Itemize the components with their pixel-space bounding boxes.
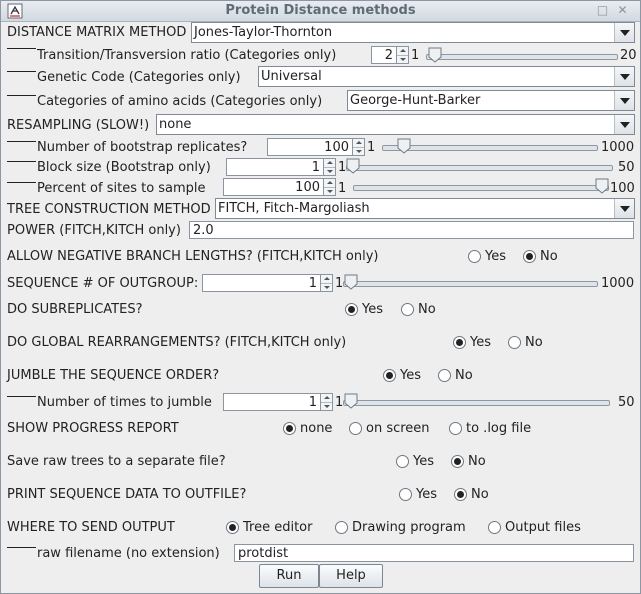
output-label: WHERE TO SEND OUTPUT	[7, 520, 175, 535]
raw-filename-value: protdist	[238, 546, 289, 561]
resampling-select[interactable]	[156, 114, 635, 135]
indent-rule	[7, 71, 36, 72]
genetic-code-label: Genetic Code (Categories only)	[37, 70, 241, 85]
subreplicates-no-label: No	[418, 302, 436, 317]
progress-label: SHOW PROGRESS REPORT	[7, 421, 179, 436]
jumble-label: JUMBLE THE SEQUENCE ORDER?	[7, 368, 220, 383]
ttratio-label: Transition/Transversion ratio (Categories only)	[37, 48, 337, 63]
bootstrap-reps-slider-thumb[interactable]	[397, 138, 411, 154]
distance-method-label: DISTANCE MATRIX METHOD	[7, 25, 187, 40]
ttratio-value: 2	[384, 48, 393, 63]
global-rearr-no-radio[interactable]	[508, 336, 521, 349]
chevron-down-icon[interactable]	[614, 199, 634, 218]
stepper-up-icon[interactable]	[321, 275, 332, 284]
subreplicates-yes-label: Yes	[362, 302, 383, 317]
negative-lengths-label: ALLOW NEGATIVE BRANCH LENGTHS? (FITCH,KITCH only)	[7, 249, 379, 264]
jumble-no-label: No	[455, 368, 473, 383]
percent-sites-stepper[interactable]	[324, 178, 336, 196]
bootstrap-reps-max: 1000	[601, 140, 635, 155]
ttratio-stepper[interactable]	[397, 46, 409, 64]
outgroup-label: SEQUENCE # OF OUTGROUP:	[7, 276, 199, 291]
run-button[interactable]: Run	[259, 564, 319, 588]
jumble-times-value: 1	[308, 395, 317, 410]
stepper-up-icon[interactable]	[353, 139, 364, 148]
print-data-no-radio[interactable]	[454, 488, 467, 501]
jumble-times-input[interactable]	[223, 393, 321, 411]
chevron-down-icon[interactable]	[614, 23, 634, 42]
output-files-radio[interactable]	[488, 521, 501, 534]
window-title: Protein Distance methods	[225, 3, 416, 18]
jumble-times-max: 50	[618, 395, 635, 410]
block-size-stepper[interactable]	[324, 158, 336, 176]
stepper-down-icon[interactable]	[321, 403, 332, 411]
outgroup-slider-thumb[interactable]	[344, 274, 358, 290]
ttratio-min: 1	[411, 48, 420, 63]
percent-sites-value: 100	[295, 180, 320, 195]
block-size-label: Block size (Bootstrap only)	[37, 160, 211, 175]
global-rearr-yes-label: Yes	[470, 335, 491, 350]
stepper-down-icon[interactable]	[353, 148, 364, 156]
indent-rule	[7, 48, 36, 49]
stepper-up-icon[interactable]	[324, 159, 335, 168]
subreplicates-label: DO SUBREPLICATES?	[7, 302, 143, 317]
ttratio-slider[interactable]	[426, 54, 618, 60]
print-data-label: PRINT SEQUENCE DATA TO OUTFILE?	[7, 487, 247, 502]
power-label: POWER (FITCH,KITCH only)	[7, 223, 181, 238]
negative-lengths-no-radio[interactable]	[523, 250, 536, 263]
power-input[interactable]	[189, 221, 634, 239]
raw-filename-input[interactable]	[234, 544, 634, 562]
block-size-input[interactable]	[226, 158, 324, 176]
outgroup-max: 1000	[601, 276, 635, 291]
progress-screen-label: on screen	[366, 421, 430, 436]
global-rearr-label: DO GLOBAL REARRANGEMENTS? (FITCH,KITCH only)	[7, 335, 347, 350]
output-tree-editor-radio[interactable]	[226, 521, 239, 534]
stepper-up-icon[interactable]	[397, 47, 408, 56]
negative-lengths-yes-radio[interactable]	[468, 250, 481, 263]
distance-method-select[interactable]	[191, 22, 635, 43]
bootstrap-reps-min: 1	[367, 140, 376, 155]
bootstrap-reps-input[interactable]	[267, 138, 353, 156]
global-rearr-yes-radio[interactable]	[453, 336, 466, 349]
negative-lengths-yes-label: Yes	[485, 249, 506, 264]
progress-log-radio[interactable]	[449, 422, 462, 435]
chevron-down-icon[interactable]	[614, 67, 634, 86]
progress-screen-radio[interactable]	[349, 422, 362, 435]
indent-rule	[7, 547, 36, 548]
stepper-up-icon[interactable]	[321, 394, 332, 403]
indent-rule	[7, 95, 36, 96]
resampling-value: none	[159, 117, 192, 132]
jumble-yes-label: Yes	[400, 368, 421, 383]
tree-method-value: FITCH, Fitch-Margoliash	[218, 201, 370, 216]
raw-trees-yes-label: Yes	[413, 454, 434, 469]
raw-filename-label: raw filename (no extension)	[37, 546, 220, 561]
outgroup-slider[interactable]	[343, 281, 598, 287]
percent-sites-max: 100	[610, 181, 635, 196]
close-icon[interactable]: ✕	[617, 3, 628, 17]
percent-sites-slider[interactable]	[353, 185, 609, 191]
outgroup-input[interactable]	[202, 274, 321, 292]
stepper-up-icon[interactable]	[324, 179, 335, 188]
genetic-code-select[interactable]	[258, 66, 635, 87]
block-size-min: 1	[338, 160, 347, 175]
output-drawing-radio[interactable]	[335, 521, 348, 534]
stepper-down-icon[interactable]	[321, 284, 332, 292]
print-data-no-label: No	[471, 487, 489, 502]
stepper-down-icon[interactable]	[324, 188, 335, 196]
tree-method-select[interactable]	[215, 198, 635, 219]
subreplicates-yes-radio[interactable]	[345, 303, 358, 316]
chevron-down-icon[interactable]	[614, 91, 634, 110]
percent-sites-min: 1	[338, 181, 347, 196]
global-rearr-no-label: No	[525, 335, 543, 350]
block-size-max: 50	[618, 160, 635, 175]
output-files-label: Output files	[505, 520, 581, 535]
bootstrap-reps-stepper[interactable]	[353, 138, 365, 156]
outgroup-stepper[interactable]	[321, 274, 333, 292]
progress-log-label: to .log file	[466, 421, 532, 436]
aa-categories-value: George-Hunt-Barker	[350, 93, 481, 108]
indent-rule	[7, 396, 36, 397]
jumble-no-radio[interactable]	[438, 369, 451, 382]
outgroup-value: 1	[308, 276, 317, 291]
block-size-slider-thumb[interactable]	[346, 158, 360, 174]
bootstrap-reps-slider[interactable]	[382, 145, 598, 151]
power-value: 2.0	[193, 223, 214, 238]
negative-lengths-no-label: No	[540, 249, 558, 264]
maximize-icon[interactable]: □	[596, 3, 609, 17]
jumble-times-stepper[interactable]	[321, 393, 333, 411]
help-button[interactable]: Help	[319, 564, 383, 588]
output-tree-editor-label: Tree editor	[243, 520, 313, 535]
block-size-slider[interactable]	[346, 165, 613, 171]
output-drawing-label: Drawing program	[352, 520, 466, 535]
stepper-down-icon[interactable]	[397, 56, 408, 64]
jumble-times-label: Number of times to jumble	[37, 395, 212, 410]
genetic-code-value: Universal	[261, 69, 322, 84]
ttratio-input[interactable]	[371, 46, 397, 64]
bootstrap-reps-label: Number of bootstrap replicates?	[37, 140, 248, 155]
progress-none-radio[interactable]	[283, 422, 296, 435]
raw-trees-no-label: No	[468, 454, 486, 469]
percent-sites-label: Percent of sites to sample	[37, 181, 206, 196]
percent-sites-slider-thumb[interactable]	[595, 178, 609, 194]
raw-trees-yes-radio[interactable]	[396, 455, 409, 468]
resampling-label: RESAMPLING (SLOW!)	[7, 118, 150, 133]
print-data-yes-radio[interactable]	[399, 488, 412, 501]
progress-none-label: none	[300, 421, 333, 436]
raw-trees-no-radio[interactable]	[451, 455, 464, 468]
subreplicates-no-radio[interactable]	[401, 303, 414, 316]
indent-rule	[7, 161, 36, 162]
tree-method-label: TREE CONSTRUCTION METHOD	[7, 202, 211, 217]
ttratio-slider-thumb[interactable]	[428, 47, 442, 63]
block-size-value: 1	[311, 160, 320, 175]
jumble-times-min: 1	[335, 395, 344, 410]
jumble-times-slider[interactable]	[343, 400, 610, 406]
percent-sites-input[interactable]	[223, 178, 324, 196]
jumble-times-slider-thumb[interactable]	[344, 393, 358, 409]
distance-method-value: Jones-Taylor-Thornton	[194, 25, 333, 40]
raw-trees-label: Save raw trees to a separate file?	[7, 454, 226, 469]
outgroup-min: 1	[335, 276, 344, 291]
bootstrap-reps-value: 100	[324, 140, 349, 155]
aa-categories-label: Categories of amino acids (Categories only)	[37, 94, 323, 109]
stepper-down-icon[interactable]	[324, 168, 335, 176]
indent-rule	[7, 141, 36, 142]
jumble-yes-radio[interactable]	[383, 369, 396, 382]
print-data-yes-label: Yes	[416, 487, 437, 502]
title-bar	[1, 1, 640, 22]
chevron-down-icon[interactable]	[614, 115, 634, 134]
aa-categories-select[interactable]	[347, 90, 635, 111]
indent-rule	[7, 182, 36, 183]
ttratio-max: 20	[620, 48, 637, 63]
